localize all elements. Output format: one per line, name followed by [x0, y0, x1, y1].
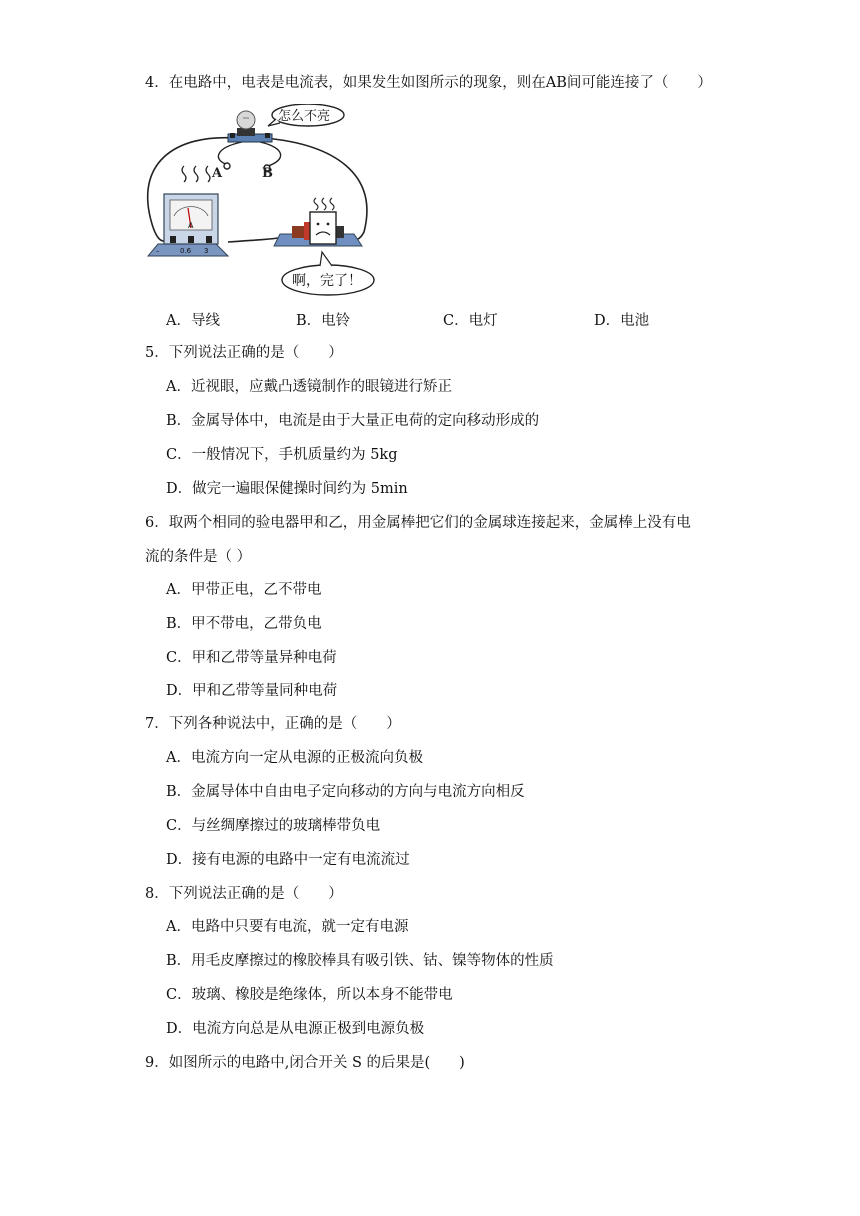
question-8-option-c[interactable]: C．玻璃、橡胶是绝缘体，所以本身不能带电	[166, 987, 453, 1003]
meter-terminal-neg: –	[156, 247, 160, 255]
meter-terminal-3: 3	[204, 247, 209, 255]
question-6-option-d[interactable]: D．甲和乙带等量同种电荷	[166, 683, 338, 699]
question-4-option-d[interactable]: D．电池	[594, 313, 650, 329]
question-8-option-b[interactable]: B．用毛皮摩擦过的橡胶棒具有吸引铁、钴、镍等物体的性质	[166, 953, 554, 969]
question-6-option-c[interactable]: C．甲和乙带等量异种电荷	[166, 650, 337, 666]
question-4-option-b[interactable]: B．电铃	[296, 313, 351, 329]
question-7-option-a[interactable]: A．电流方向一定从电源的正极流向负极	[166, 750, 423, 766]
question-4-stem: 4．在电路中，电表是电流表，如果发生如图所示的现象，则在AB间可能连接了（ ）	[145, 75, 712, 91]
terminal-label-b: B	[262, 166, 273, 181]
question-5-option-c[interactable]: C．一般情况下，手机质量约为 5kg	[166, 447, 398, 463]
question-7-option-d[interactable]: D．接有电源的电路中一定有电流流过	[166, 852, 410, 868]
question-7-stem: 7．下列各种说法中，正确的是（ ）	[145, 716, 401, 732]
question-4-circuit-figure	[144, 104, 384, 300]
question-4-options	[0, 309, 860, 329]
terminal-label-a: A	[212, 166, 223, 181]
question-6-option-b[interactable]: B．甲不带电，乙带负电	[166, 616, 322, 632]
question-6-stem-line2: 流的条件是（ ）	[145, 549, 252, 565]
question-8-option-d[interactable]: D．电流方向总是从电源正极到电源负极	[166, 1021, 425, 1037]
bubble-top-text: 怎么不亮	[278, 109, 331, 124]
question-8-option-a[interactable]: A．电路中只要有电流，就一定有电源	[166, 919, 409, 935]
question-7-option-b[interactable]: B．金属导体中自由电子定向移动的方向与电流方向相反	[166, 784, 525, 800]
meter-terminal-06: 0.6	[180, 247, 192, 255]
question-5-stem: 5．下列说法正确的是（ ）	[145, 345, 343, 361]
meter-letter: A	[188, 221, 194, 230]
question-8-stem: 8．下列说法正确的是（ ）	[145, 886, 343, 902]
question-5-option-d[interactable]: D．做完一遍眼保健操时间约为 5min	[166, 481, 408, 497]
question-4-option-a[interactable]: A．导线	[166, 313, 220, 329]
bubble-bottom-text: 啊，完了！	[292, 273, 362, 289]
question-4-option-c[interactable]: C．电灯	[443, 313, 498, 329]
question-5-option-b[interactable]: B．金属导体中，电流是由于大量正电荷的定向移动形成的	[166, 413, 540, 429]
question-6-stem-line1: 6．取两个相同的验电器甲和乙，用金属棒把它们的金属球连接起来，金属棒上没有电	[145, 515, 691, 531]
question-9-stem: 9．如图所示的电路中,闭合开关 S 的后果是( )	[145, 1055, 465, 1071]
question-5-option-a[interactable]: A．近视眼，应戴凸透镜制作的眼镜进行矫正	[166, 379, 452, 395]
question-7-option-c[interactable]: C．与丝绸摩擦过的玻璃棒带负电	[166, 818, 381, 834]
question-6-option-a[interactable]: A．甲带正电，乙不带电	[166, 582, 322, 598]
circuit-illustration	[144, 104, 384, 300]
